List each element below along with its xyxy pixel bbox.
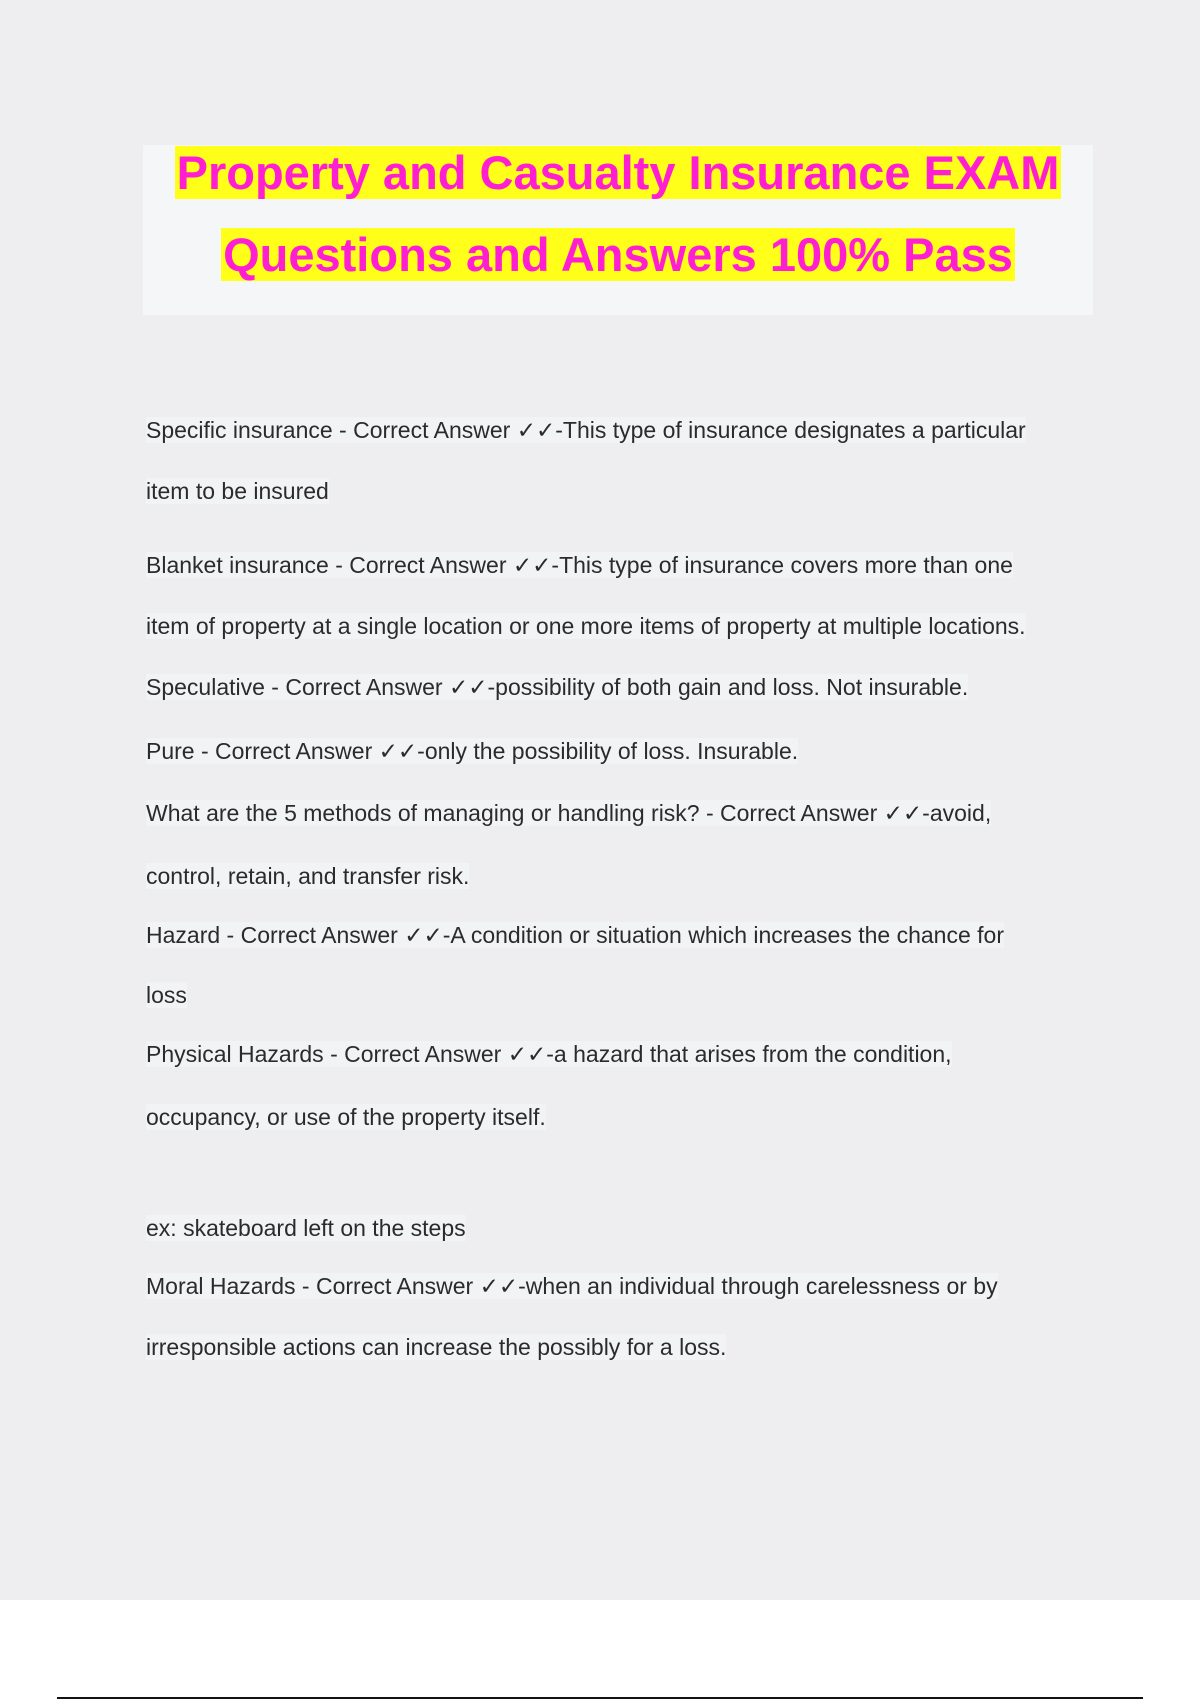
- qa-line: Blanket insurance - Correct Answer ✓✓-This type of insurance covers more than one: [146, 552, 1013, 578]
- qa-line: Moral Hazards - Correct Answer ✓✓-when an individual through carelessness or by: [146, 1273, 998, 1299]
- qa-line: irresponsible actions can increase the possibly for a loss.: [146, 1334, 727, 1360]
- qa-line: item of property at a single location or one more items of property at multiple locations.: [146, 613, 1026, 639]
- qa-line: loss: [146, 982, 187, 1008]
- document-title-line-1: Property and Casualty Insurance EXAM: [176, 146, 1060, 199]
- qa-line: Speculative - Correct Answer ✓✓-possibility of both gain and loss. Not insurable.: [146, 674, 969, 700]
- qa-line: ex: skateboard left on the steps: [146, 1215, 466, 1241]
- qa-line: occupancy, or use of the property itself.: [146, 1104, 546, 1130]
- document-title-line-2: Questions and Answers 100% Pass: [223, 228, 1013, 281]
- qa-line: What are the 5 methods of managing or handling risk? - Correct Answer ✓✓-avoid,: [146, 800, 992, 826]
- qa-line: control, retain, and transfer risk.: [146, 863, 470, 889]
- qa-line: Specific insurance - Correct Answer ✓✓-This type of insurance designates a particular: [146, 417, 1026, 443]
- qa-line: Hazard - Correct Answer ✓✓-A condition or situation which increases the chance for: [146, 922, 1004, 948]
- qa-line: Physical Hazards - Correct Answer ✓✓-a hazard that arises from the condition,: [146, 1041, 952, 1067]
- footer-divider: [57, 1697, 1143, 1699]
- qa-line: Pure - Correct Answer ✓✓-only the possibility of loss. Insurable.: [146, 738, 799, 764]
- title-banner: [143, 145, 1093, 315]
- qa-line: item to be insured: [146, 478, 329, 504]
